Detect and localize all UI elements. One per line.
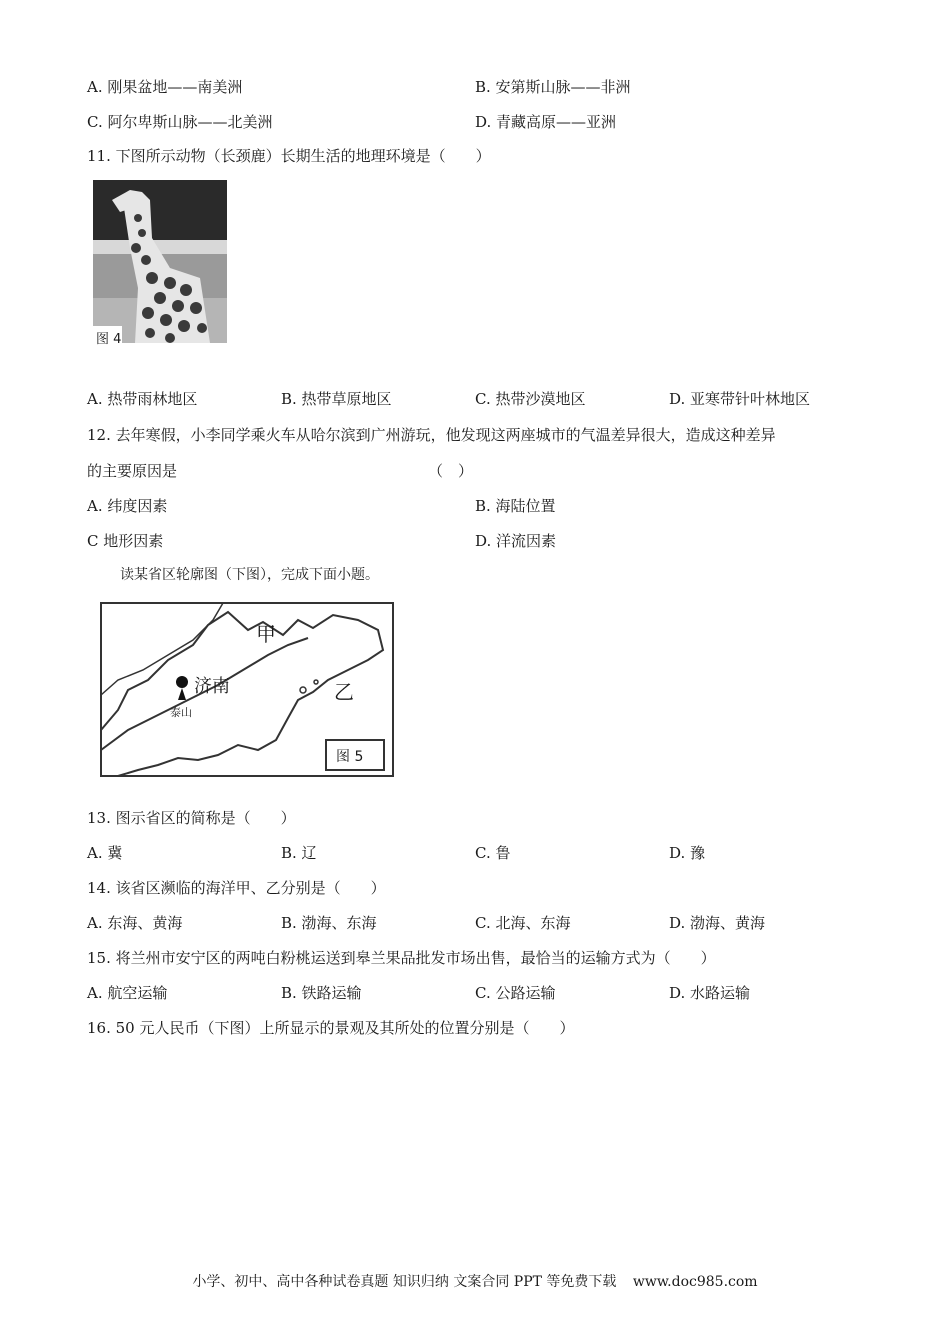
- q13-option-d: D. 豫: [669, 844, 706, 862]
- q11-stem: 11. 下图所示动物（长颈鹿）长期生活的地理环境是（ ）: [87, 147, 491, 165]
- q14-option-a: A. 东海、黄海: [87, 914, 183, 932]
- giraffe-icon: [90, 178, 230, 348]
- q10-option-a: A. 刚果盆地——南美洲: [87, 78, 243, 96]
- q13-option-b: B. 辽: [281, 844, 317, 862]
- q14-option-b: B. 渤海、东海: [281, 914, 377, 932]
- q11-option-d: D. 亚寒带针叶林地区: [669, 390, 811, 408]
- q11-option-c: C. 热带沙漠地区: [475, 390, 586, 408]
- figure-5-label: 图 5: [336, 749, 364, 765]
- q12-option-c: C 地形因素: [87, 532, 164, 550]
- footer-promo-text: 小学、初中、高中各种试卷真题 知识归纳 文案合同 PPT 等免费下载: [192, 1274, 617, 1290]
- page-footer: [0, 1271, 950, 1291]
- q12-option-d: D. 洋流因素: [475, 532, 557, 550]
- footer-website-link[interactable]: www.doc985.com: [632, 1274, 758, 1290]
- q15-option-a: A. 航空运输: [87, 984, 168, 1002]
- q15-option-d: D. 水路运输: [669, 984, 751, 1002]
- q14-stem: 14. 该省区濒临的海洋甲、乙分别是（ ）: [87, 879, 386, 897]
- q12-stem-line1: 12. 去年寒假，小李同学乘火车从哈尔滨到广州游玩，他发现这两座城市的气温差异很大，造成这种差异: [87, 426, 776, 444]
- q12-option-b: B. 海陆位置: [475, 497, 556, 515]
- q13-option-a: A. 冀: [87, 844, 123, 862]
- q10-option-d: D. 青藏高原——亚洲: [475, 113, 617, 131]
- figure-4-label: 图 4: [96, 332, 122, 347]
- q12-stem-line2: 的主要原因是: [87, 462, 178, 480]
- map-label-mountain: 泰山: [170, 706, 192, 719]
- map-label-yi: 乙: [334, 680, 354, 704]
- reading-intro: 读某省区轮廓图（下图），完成下面小题。: [120, 567, 379, 583]
- q12-answer-paren: （ ）: [428, 462, 474, 480]
- giraffe-photo: [90, 178, 230, 348]
- q15-option-b: B. 铁路运输: [281, 984, 362, 1002]
- q11-option-a: A. 热带雨林地区: [87, 390, 198, 408]
- q12-option-a: A. 纬度因素: [87, 497, 168, 515]
- q16-stem: 16. 50 元人民币（下图）上所显示的景观及其所处的位置分别是（ ）: [87, 1019, 575, 1037]
- q11-option-b: B. 热带草原地区: [281, 390, 392, 408]
- q10-option-b: B. 安第斯山脉——非洲: [475, 78, 631, 96]
- q14-option-c: C. 北海、东海: [475, 914, 571, 932]
- q13-stem: 13. 图示省区的简称是（ ）: [87, 809, 296, 827]
- q13-option-c: C. 鲁: [475, 844, 511, 862]
- q15-stem: 15. 将兰州市安宁区的两吨白粉桃运送到皋兰果品批发市场出售，最恰当的运输方式为（ ）: [87, 949, 716, 967]
- map-label-jia: 甲: [256, 622, 276, 646]
- q10-option-c: C. 阿尔卑斯山脉——北美洲: [87, 113, 273, 131]
- q15-option-c: C. 公路运输: [475, 984, 556, 1002]
- province-outline-map: [98, 600, 396, 780]
- q14-option-d: D. 渤海、黄海: [669, 914, 766, 932]
- map-label-city: 济南: [194, 676, 230, 697]
